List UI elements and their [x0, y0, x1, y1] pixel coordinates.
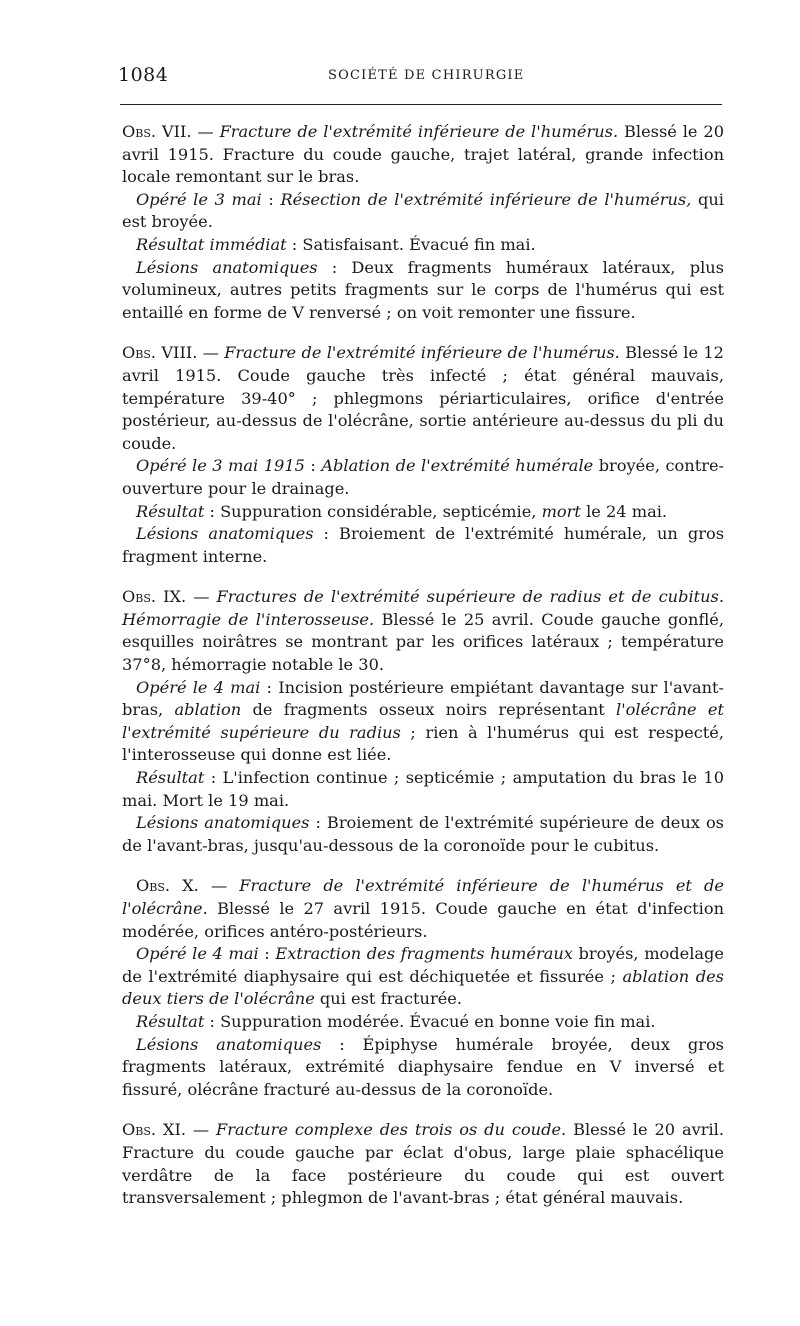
- obs-lesions: Lésions anatomiques : Broiement de l'extrémité supérieure de deux os de l'avant-bras, jusqu'au-dessous de la coronoïde pour le cubitus.: [122, 813, 724, 855]
- obs-operation: Opéré le 3 mai : Résection de l'extrémité inférieure de l'humérus, qui est broyée.: [122, 189, 724, 232]
- obs-operation: Opéré le 4 mai : Extraction des fragments huméraux broyés, modelage de l'extrémité diaphysaire qui est déchiquetée et fissurée ; ablation des deux tiers de l'olécrâne qui est fracturée.: [122, 944, 724, 1009]
- obs-label: Obs. X.: [136, 876, 199, 896]
- obs-operation: Opéré le 4 mai : Incision postérieure empiétant davantage sur l'avant-bras, ablation de fragments osseux noirs représentant l'olécrâne et l'extrémité supérieure du radius ; rien à l'humérus qui est respecté, l'interosseuse qui donne est liée.: [122, 677, 725, 765]
- obs-title: Fractures de l'extrémité supérieure de radius et de cubitus. Hémorragie de l'interosseuse.: [122, 587, 724, 629]
- obs-label: Obs. IX.: [122, 587, 187, 607]
- obs-intro: Obs. X. — Fracture de l'extrémité inférieure de l'humérus et de l'olécrâne. Blessé le 27 avril 1915. Coude gauche en état d'infection modérée, orifices antéro-postérieurs.: [122, 876, 724, 941]
- obs-title: Fracture complexe des trois os du coude.: [215, 1120, 567, 1140]
- obs-label: Obs. XI.: [122, 1120, 186, 1140]
- obs-title: Fracture de l'extrémité inférieure de l'humérus.: [224, 343, 620, 363]
- obs-intro: Obs. IX. — Fractures de l'extrémité supérieure de radius et de cubitus. Hémorragie de l'interosseuse. Blessé le 25 avril. Coude gauche gonflé, esquilles noirâtres se montrant par les orifices latéraux ; température 37°8, hémorragie notable le 30.: [122, 587, 724, 675]
- document-body: [122, 121, 724, 1228]
- observation-xi: [122, 1119, 724, 1209]
- obs-label: Obs. VIII.: [122, 343, 198, 363]
- obs-title: Fracture de l'extrémité inférieure de l'humérus et de l'olécrâne.: [122, 876, 724, 918]
- obs-intro: Obs. XI. — Fracture complexe des trois os du coude. Blessé le 20 avril. Fracture du coude gauche par éclat d'obus, large plaie sphacélique verdâtre de la face postérieure du coude qui est ouvert transversalement ; phlegmon de l'avant-bras ; état général mauvais.: [122, 1120, 724, 1208]
- page-number: 1084: [118, 64, 169, 86]
- observation-ix: [122, 586, 724, 857]
- page-header: [118, 64, 724, 100]
- obs-lesions: Lésions anatomiques : Épiphyse humérale broyée, deux gros fragments latéraux, extrémité diaphysaire fendue en V inversé et fissuré, olécrâne fracturé au-dessus de la coronoïde.: [122, 1034, 724, 1099]
- observation-x: [122, 875, 724, 1101]
- obs-label: Obs. VII.: [122, 122, 192, 141]
- obs-lesions: Lésions anatomiques : Deux fragments huméraux latéraux, plus volumineux, autres petits fragments sur le corps de l'humérus qui est entaillé en forme de V renversé ; on voit remonter une fissure.: [122, 257, 724, 322]
- running-title: SOCIÉTÉ DE CHIRURGIE: [328, 68, 525, 83]
- obs-title: Fracture de l'extrémité inférieure de l'humérus.: [219, 122, 619, 141]
- obs-intro: Obs. VIII. — Fracture de l'extrémité inférieure de l'humérus. Blessé le 12 avril 1915. Coude gauche très infecté ; état général mauvais, température 39-40° ; phlegmons périarticulaires, orifice d'entrée postérieur, au-dessus de l'olécrâne, sortie antérieure au-dessus du pli du coude.: [122, 343, 724, 453]
- obs-result: Résultat : L'infection continue ; septicémie ; amputation du bras le 10 mai. Mort le 19 mai.: [122, 768, 725, 810]
- obs-result: Résultat immédiat : Satisfaisant. Évacué fin mai.: [136, 234, 536, 254]
- obs-intro: Obs. VII. — Fracture de l'extrémité inférieure de l'humérus. Blessé le 20 avril 1915. Fracture du coude gauche, trajet latéral, grande infection locale remontant sur le bras.: [122, 122, 724, 187]
- obs-operation: Opéré le 3 mai 1915 : Ablation de l'extrémité humérale broyée, contre-ouverture pour le drainage.: [122, 456, 725, 498]
- observation-vii: [122, 121, 724, 324]
- header-rule: [120, 104, 722, 105]
- observation-viii: [122, 342, 724, 568]
- obs-result: Résultat : Suppuration considérable, septicémie, mort le 24 mai.: [136, 501, 668, 521]
- obs-lesions: Lésions anatomiques : Broiement de l'extrémité humérale, un gros fragment interne.: [122, 524, 725, 566]
- obs-result: Résultat : Suppuration modérée. Évacué en bonne voie fin mai.: [136, 1011, 656, 1031]
